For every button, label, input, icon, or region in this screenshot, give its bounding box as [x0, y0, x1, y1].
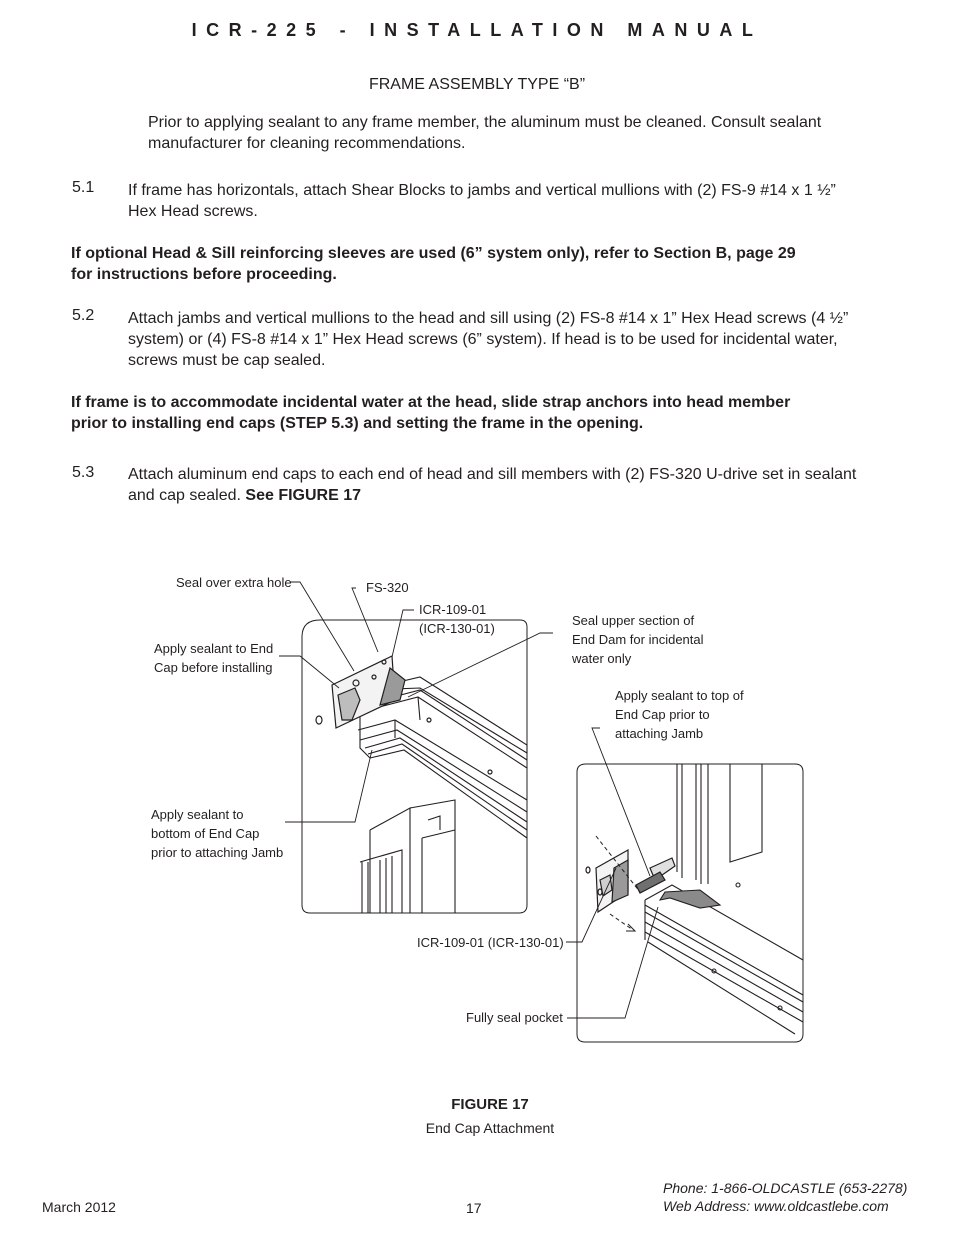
note-1-line-1: If optional Head & Sill reinforcing sleeves are used (6” system only), refer to Section B, page 29: [71, 245, 796, 262]
footer-phone: Phone: 1-866-OLDCASTLE (653-2278): [663, 1180, 908, 1196]
page-header: ICR-225 - INSTALLATION MANUAL: [191, 20, 763, 40]
label-apply-top-line-2: End Cap prior to: [615, 707, 710, 722]
step-5-2-number: 5.2: [72, 307, 95, 324]
label-apply-endcap-line-1: Apply sealant to End: [154, 641, 274, 656]
label-apply-endcap-line-2: Cap before installing: [154, 660, 273, 675]
footer-web-address: Web Address: www.oldcastlebe.com: [663, 1198, 889, 1214]
label-seal-upper-line-3: water only: [572, 651, 632, 666]
label-apply-endcap: [154, 639, 273, 677]
intro-line-2: manufacturer for cleaning recommendations.: [148, 135, 466, 152]
step-5-1-line-2: Hex Head screws.: [128, 203, 258, 220]
left-detail-frame: [302, 620, 527, 913]
label-apply-top: [615, 686, 744, 743]
label-seal-upper-line-1: Seal upper section of: [572, 613, 695, 628]
figure-caption: End Cap Attachment: [425, 1120, 555, 1136]
section-subtitle: FRAME ASSEMBLY TYPE “B”: [368, 76, 586, 93]
intro-line-1: Prior to applying sealant to any frame member, the aluminum must be cleaned. Consult sealant: [148, 114, 822, 131]
label-apply-top-line-3: attaching Jamb: [615, 726, 704, 741]
note-2-line-2: prior to installing end caps (STEP 5.3) and setting the frame in the opening.: [71, 415, 644, 432]
figure-reference: See FIGURE 17: [245, 487, 362, 504]
label-apply-bottom-line-2: bottom of End Cap: [151, 826, 260, 841]
label-apply-top-line-1: Apply sealant to top of: [615, 688, 744, 703]
note-1-line-2: for instructions before proceeding.: [71, 266, 337, 283]
label-apply-bottom: [151, 805, 283, 862]
jamb-left: [360, 800, 455, 913]
label-apply-bottom-line-3: prior to attaching Jamb: [151, 845, 284, 860]
footer-date: March 2012: [42, 1199, 116, 1215]
label-fully-seal: Fully seal pocket: [466, 1010, 563, 1025]
note-2-line-1: If frame is to accommodate incidental water at the head, slide strap anchors into head member: [71, 394, 791, 411]
step-5-2-line-2: system) or (4) FS-8 #14 x 1” Hex Head screws (6” system). If head is to be used for incidental water,: [128, 331, 838, 348]
label-seal-upper-line-2: End Dam for incidental: [572, 632, 704, 647]
step-5-3-number: 5.3: [72, 464, 95, 481]
step-5-3-line-1: Attach aluminum end caps to each end of head and sill members with (2) FS-320 U-drive set in sealant: [128, 466, 857, 483]
label-seal-upper: [572, 611, 704, 668]
figure-title: FIGURE 17: [451, 1096, 529, 1113]
label-icr-top-line-2: (ICR-130-01): [419, 621, 495, 636]
label-apply-bottom-line-1: Apply sealant to: [151, 807, 244, 822]
step-5-2-line-3: screws must be cap sealed.: [128, 352, 326, 369]
label-icr-bottom: ICR-109-01 (ICR-130-01): [417, 935, 564, 950]
label-fs-320: FS-320: [366, 580, 409, 595]
label-seal-extra-hole: Seal over extra hole: [176, 575, 292, 590]
label-icr-top: [419, 600, 495, 638]
sill-member: [645, 883, 803, 1034]
step-5-1-number: 5.1: [72, 179, 95, 196]
label-icr-top-line-1: ICR-109-01: [419, 602, 487, 617]
end-cap-left: [316, 656, 492, 774]
footer-page-number: 17: [466, 1200, 482, 1216]
end-cap-right: [586, 850, 675, 912]
step-5-1-line-1: If frame has horizontals, attach Shear Blocks to jambs and vertical mullions with (2) FS-9 #14 x 1 ½”: [128, 182, 836, 199]
step-5-2-line-1: Attach jambs and vertical mullions to the head and sill using (2) FS-8 #14 x 1” Hex Head screws (4 ½”: [128, 310, 849, 327]
step-5-3-line-2-text: and cap sealed.: [128, 487, 246, 504]
assembly-arrow-right: [610, 914, 633, 930]
jamb-right: [677, 764, 762, 884]
